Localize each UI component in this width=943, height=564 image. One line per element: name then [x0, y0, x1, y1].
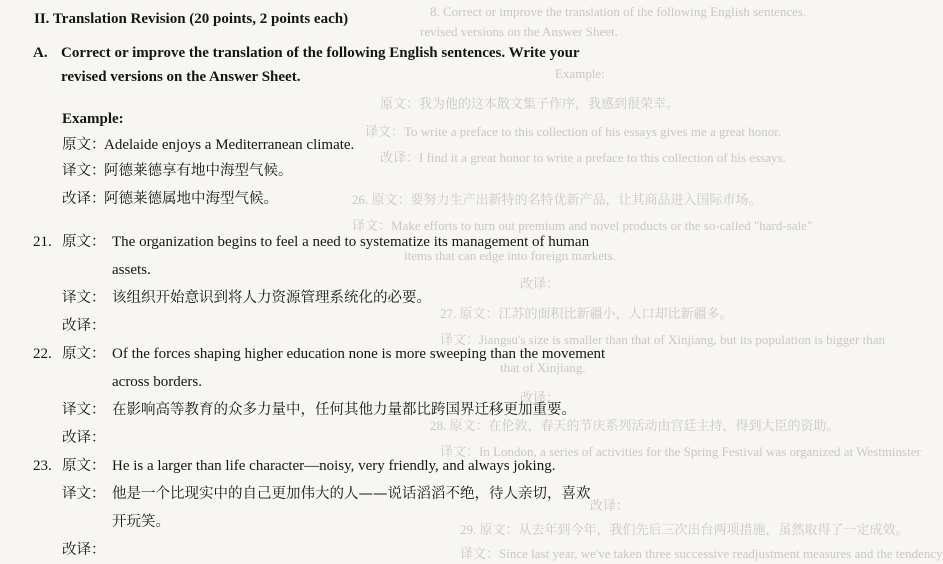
translation-label: 译文： [62, 486, 106, 502]
ghost-line: 译文：Since last year, we've taken three successive readjustment measures and the tendency [460, 546, 943, 561]
source-text: Adelaide enjoys a Mediterranean climate. [104, 137, 355, 153]
ghost-line: 改译： [520, 276, 560, 291]
ghost-line: 改译：I find it a great honor to write a preface to this collection of his essays. [380, 150, 786, 165]
source-label: 原文： [62, 458, 106, 474]
ghost-line: revised versions on the Answer Sheet. [420, 24, 618, 39]
translation-text: 他是一个比现实中的自己更加伟大的人——说话滔滔不绝，待人亲切，喜欢 [112, 486, 591, 502]
question-number: 22. [33, 346, 52, 362]
ghost-line: 28. 原文：在伦敦，春天的节庆系列活动由宫廷主持，得到大臣的资助。 [430, 418, 840, 433]
source-text: assets. [112, 262, 151, 278]
revision-label: 改译： [62, 191, 106, 207]
revision-label: 改译： [62, 542, 106, 558]
source-label: 原文： [62, 346, 106, 362]
ghost-line: Example: [555, 66, 605, 81]
ghost-line: 译文：Make efforts to turn out premium and novel products or the so-called "hard-sale" [352, 218, 813, 233]
example-label: Example: [62, 111, 124, 127]
ghost-line: 改译： [520, 390, 560, 405]
ghost-line: 译文：In London, a series of activities for the Spring Festival was organized at Westminster [440, 444, 921, 459]
revision-label: 改译： [62, 430, 106, 446]
translation-label: 译文： [62, 402, 106, 418]
section-heading: II. Translation Revision (20 points, 2 points each) [34, 11, 349, 27]
translation-text: 阿德莱德享有地中海型气候。 [104, 163, 293, 179]
revision-text: 阿德莱德属地中海型气候。 [104, 191, 278, 207]
ghost-line: 改译： [590, 498, 630, 513]
ghost-line: 29. 原文：从去年到今年，我们先后三次出台两项措施，虽然取得了一定成效。 [460, 522, 909, 537]
revision-label: 改译： [62, 318, 106, 334]
ghost-line: 8. Correct or improve the translation of the following English sentences. [430, 4, 807, 19]
question-number: 21. [33, 234, 52, 250]
source-label: 原文： [62, 137, 106, 153]
translation-text: 开玩笑。 [112, 514, 170, 530]
source-label: 原文： [62, 234, 106, 250]
ghost-line: 译文：Jiangsu's size is smaller than that of Xinjiang, but its population is bigger than [440, 332, 886, 347]
translation-text: 该组织开始意识到将人力资源管理系统化的必要。 [112, 290, 431, 306]
translation-label: 译文： [62, 290, 106, 306]
ghost-line: items that can edge into foreign markets. [404, 248, 616, 263]
translation-text: 在影响高等教育的众多力量中，任何其他力量都比跨国界迁移更加重要。 [112, 402, 576, 418]
source-text: across borders. [112, 374, 202, 390]
instruction-line: revised versions on the Answer Sheet. [61, 69, 301, 85]
part-letter: A. [33, 45, 48, 61]
source-text: He is a larger than life character—noisy, very friendly, and always joking. [112, 458, 556, 474]
question-number: 23. [33, 458, 52, 474]
ghost-line: 26. 原文：要努力生产出新特的名特优新产品，让其商品进入国际市场。 [352, 192, 762, 207]
ghost-line: 27. 原文：江苏的面积比新疆小，人口却比新疆多。 [440, 306, 733, 321]
ghost-line: 原文：我为他的这本散文集子作序，我感到很荣幸。 [380, 96, 680, 111]
source-text: The organization begins to feel a need to systematize its management of human [112, 234, 590, 250]
translation-label: 译文： [62, 163, 106, 179]
instruction-line: Correct or improve the translation of the following English sentences. Write your [61, 45, 580, 61]
ghost-line: that of Xinjiang. [500, 360, 586, 375]
source-text: Of the forces shaping higher education none is more sweeping than the movement [112, 346, 606, 362]
ghost-line: 译文：To write a preface to this collection of his essays gives me a great honor. [365, 124, 782, 139]
